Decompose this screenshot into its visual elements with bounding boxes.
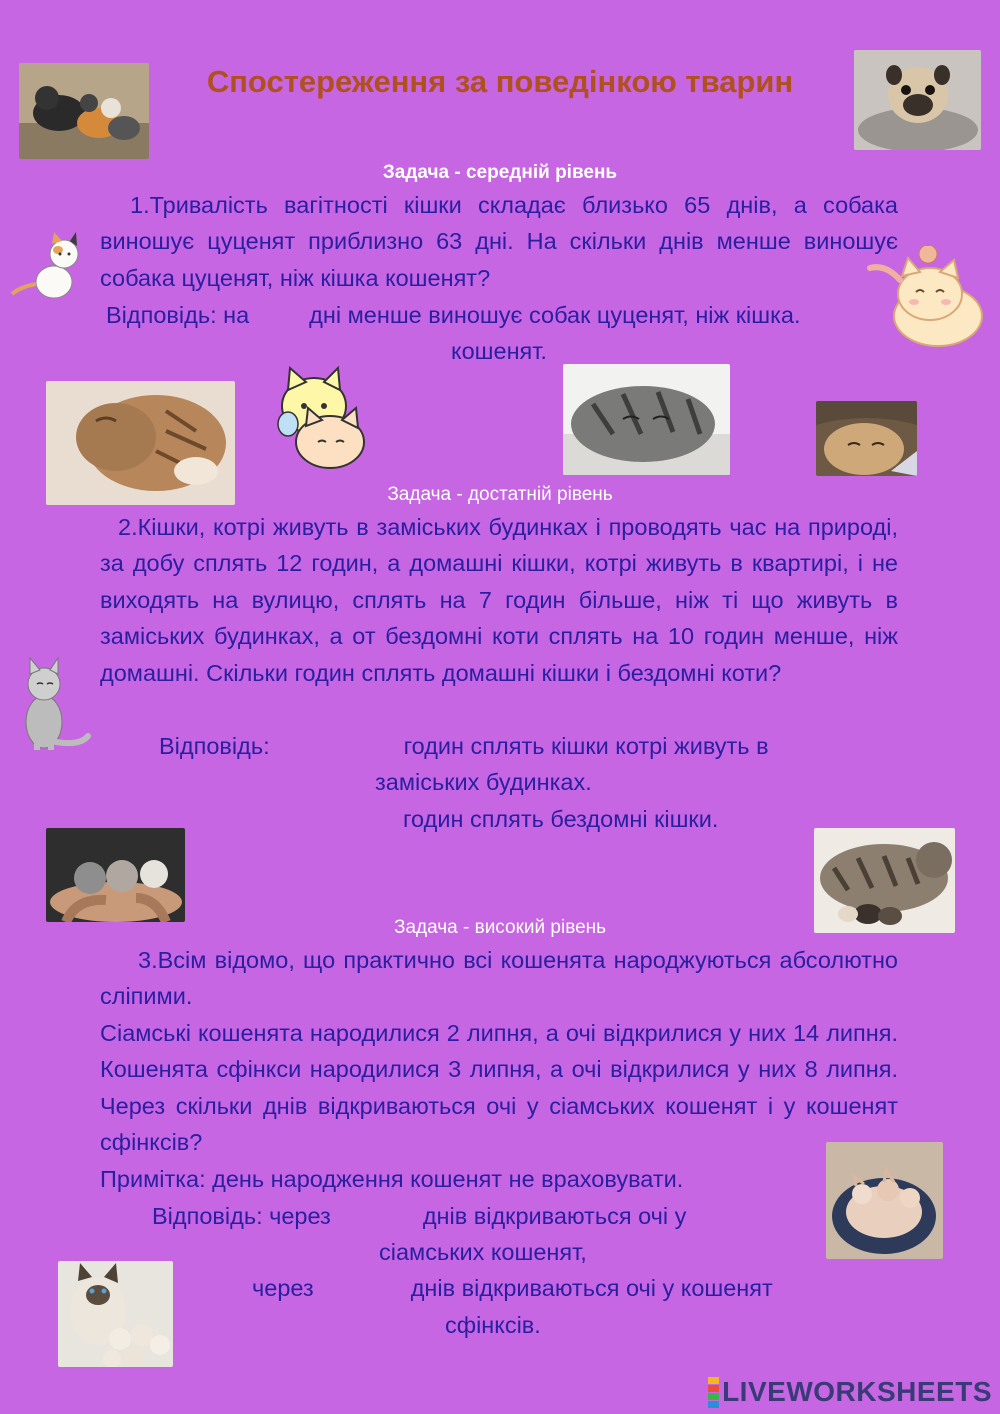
siamese-cat-photo — [58, 1261, 173, 1367]
task3-answer — [152, 1198, 686, 1234]
task3-answer-line3 — [252, 1270, 773, 1306]
task1-answer-line2: кошенят. — [451, 338, 547, 364]
sleeping-gray-cat-photo — [563, 364, 730, 475]
task2-answer-rest: годин сплять кішки котрі живуть в — [403, 733, 769, 759]
task2-answer — [159, 728, 769, 764]
sphynx-kittens-photo — [826, 1142, 943, 1259]
logo-block-v — [708, 1393, 719, 1400]
task3-answer-line2: сіамських кошенят, — [379, 1239, 587, 1265]
kittens-photo — [19, 63, 149, 159]
task1-level: Задача - середній рівень — [382, 162, 618, 183]
task2-text: 2.Кішки, котрі живуть в заміських будинках і проводять час на природі, за добу сплять 12 годин, а домашні кішки, котрі живуть в квартирі, і не виходять на вулицю, сплять на 7 годин більше, ніж ті що живуть в заміських будинках, а от бездомні коти сплять на 10 годин менше, ніж домашні. Скільки годин сплять домашні кішки і бездомні коти? — [100, 514, 898, 686]
task3-note: Примітка: день народження кошенят не враховувати. — [100, 1166, 684, 1192]
calico-cat-clipart — [10, 232, 82, 300]
task2-answer-line2: заміських будинках. — [375, 769, 592, 795]
peeking-cat-photo — [816, 401, 917, 476]
cream-cat-clipart — [866, 246, 986, 350]
task3-answer-line3-rest: днів відкриваються очі у кошенят — [410, 1275, 773, 1301]
pug-photo — [854, 50, 981, 150]
logo-block-l — [708, 1377, 719, 1384]
task3-answer-rest: днів відкриваються очі у — [422, 1203, 687, 1229]
task3-text2: Сіамські кошенята народилися 2 липня, а очі відкрилися у них 14 липня. Кошенята сфінкси народилися 3 липня, а очі відкрилися у них 8 липня. Через скільки днів відкриваються очі у сіамських кошенят і у кошенят сфінксів? — [100, 1020, 898, 1156]
logo-block-i — [708, 1385, 719, 1392]
task1-answer-prefix: Відповідь: на — [106, 302, 250, 328]
logo-block-e — [708, 1401, 719, 1408]
logo-letter-blocks — [708, 1377, 719, 1408]
task2-answer-blank-2[interactable] — [300, 804, 398, 834]
two-kittens-clipart — [268, 364, 374, 474]
task3-answer-line3-prefix: через — [252, 1275, 314, 1301]
task3-text: 3.Всім відомо, що практично всі кошенята народжуються абсолютно сліпими. — [100, 947, 898, 1010]
task3-answer-line4: сфінксів. — [445, 1312, 541, 1338]
task1-answer-rest: дні менше виношує собак цуценят, ніж кішка. — [309, 302, 801, 328]
kittens-in-hands-photo — [46, 828, 185, 922]
task1-text: 1.Тривалість вагітності кішки складає близько 65 днів, а собака виношує цуценят приблизно 63 дні. На скільки днів менше виношує собака цуценят, ніж кішка кошенят? — [100, 192, 898, 291]
task1-answer — [106, 297, 801, 333]
logo-text: LIVEWORKSHEETS — [722, 1376, 992, 1407]
gray-cat-clipart — [16, 656, 92, 752]
task2-level: Задача - достатній рівень — [387, 484, 613, 505]
page-title: Спостереження за поведінкою тварин — [206, 64, 794, 99]
task3-answer-prefix: Відповідь: через — [152, 1203, 331, 1229]
liveworksheets-logo — [708, 1376, 992, 1408]
task2-answer-prefix: Відповідь: — [159, 733, 270, 759]
task3-level: Задача - високий рівень — [393, 917, 607, 938]
task2-answer-line3: годин сплять бездомні кішки. — [403, 806, 719, 832]
